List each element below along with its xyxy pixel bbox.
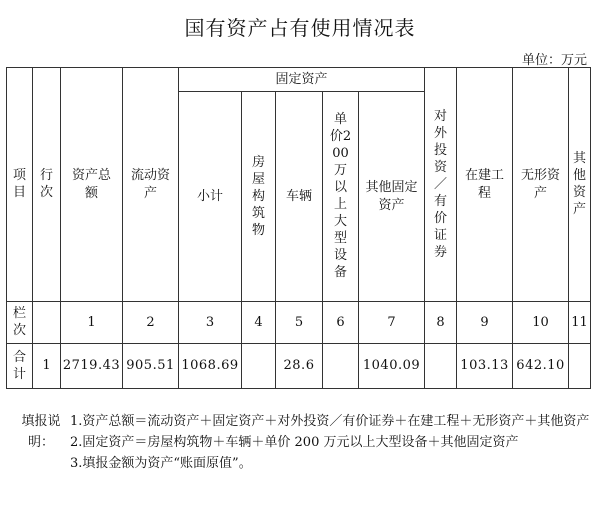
- total-value-cell: [242, 344, 276, 389]
- total-row-no: 1: [33, 344, 61, 389]
- column-no-cell: 7: [359, 302, 425, 344]
- header-investments: 对外投资／有价证券: [425, 68, 457, 302]
- column-number-row: [7, 302, 591, 344]
- header-other-fixed: 其他固定资产: [359, 92, 425, 302]
- header-current-assets: 流动资产: [123, 68, 179, 302]
- total-value-cell: 28.6: [276, 344, 323, 389]
- column-no-cell: 1: [61, 302, 123, 344]
- header-buildings: 房屋构筑物: [242, 92, 276, 302]
- column-no-cell: 2: [123, 302, 179, 344]
- header-construction: 在建工程: [457, 68, 513, 302]
- total-value-cell: 2719.43: [61, 344, 123, 389]
- column-no-blank: [33, 302, 61, 344]
- notes-list: [70, 411, 590, 474]
- note-item: 2.固定资产＝房屋构筑物＋车辆＋单价 200 万元以上大型设备＋其他固定资产: [70, 435, 519, 450]
- header-subtotal: 小计: [179, 92, 242, 302]
- column-no-cell: 3: [179, 302, 242, 344]
- total-value-cell: 1068.69: [179, 344, 242, 389]
- header-fixed-assets: 固定资产: [179, 68, 425, 92]
- total-value-cell: 642.10: [513, 344, 569, 389]
- header-row-no: 行次: [33, 68, 61, 302]
- total-value-cell: [425, 344, 457, 389]
- total-row: [7, 344, 591, 389]
- column-no-label: 栏次: [7, 302, 33, 344]
- column-no-cell: 10: [513, 302, 569, 344]
- column-no-cell: 5: [276, 302, 323, 344]
- total-value-cell: 103.13: [457, 344, 513, 389]
- total-value-cell: 905.51: [123, 344, 179, 389]
- total-value-cell: [569, 344, 591, 389]
- note-item: 1.资产总额＝流动资产＋固定资产＋对外投资／有价证券＋在建工程＋无形资产＋其他资产: [70, 414, 590, 429]
- header-total-assets: 资产总额: [61, 68, 123, 302]
- page-title: 国有资产占有使用情况表: [184, 16, 416, 40]
- header-other-assets: 其他资产: [569, 68, 591, 302]
- total-label: 合计: [7, 344, 33, 389]
- header-vehicles: 车辆: [276, 92, 323, 302]
- column-no-cell: 8: [425, 302, 457, 344]
- total-value-cell: 1040.09: [359, 344, 425, 389]
- column-no-cell: 9: [457, 302, 513, 344]
- asset-table: [6, 67, 591, 389]
- notes-label: 填报说明：: [21, 414, 61, 450]
- note-item: 3.填报金额为资产“账面原值”。: [70, 456, 252, 471]
- header-item: 项目: [7, 68, 33, 302]
- column-no-cell: 6: [323, 302, 359, 344]
- column-no-cell: 4: [242, 302, 276, 344]
- header-large-equipment: 单价200万以上大型设备: [323, 92, 359, 302]
- column-no-cell: 11: [569, 302, 591, 344]
- unit-label: 单位：万元: [521, 53, 587, 68]
- header-intangible: 无形资产: [513, 68, 569, 302]
- total-value-cell: [323, 344, 359, 389]
